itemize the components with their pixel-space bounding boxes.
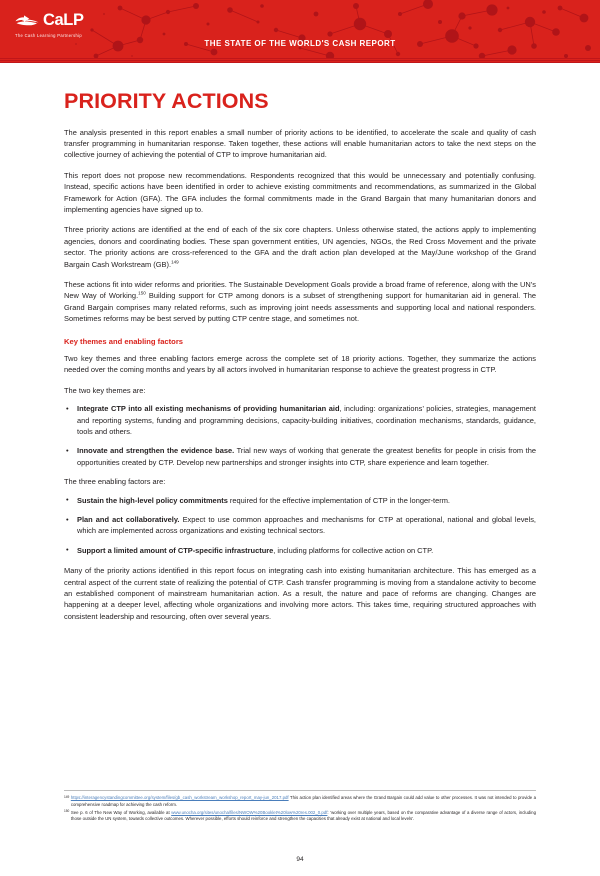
intro-paragraph-1: The analysis presented in this report enables a small number of priority actions to be identified, to accelerate the scale and quality of cash transfer programming in humanitarian response. Taken together, these actions will enable humanitarian actors to take the next steps on the collective journey of achieving the potential of CTP to improve humanitarian aid.: [64, 127, 536, 160]
footnote-text: [71, 795, 536, 808]
page-header-banner: [0, 0, 600, 63]
section-intro-paragraph: Two key themes and three enabling factors emerge across the complete set of 18 priority actions. Together, they summarize the actions needed over the coming months and years by all actors involved in humanitarian response to achieve the greatest progress in CTP.: [64, 353, 536, 375]
logo-tagline: The Cash Learning Partnership: [15, 32, 83, 38]
list-item: [64, 545, 536, 556]
banner-stripes: [0, 58, 600, 63]
enabling-factors-lead-in: The three enabling factors are:: [64, 477, 166, 487]
footnote-prefix: See p. 6 of The New Way of Working, available at: [70, 809, 172, 815]
enabling-factors-list: [64, 495, 536, 557]
section-heading-key-themes: Key themes and enabling factors: [64, 336, 184, 346]
paragraph-4-text-part2: Building support for CTP among donors is a subset of strengthening support for humanitarian aid in general. The Grand Bargain comprises many related reforms, such as improving joint needs assessments and supporting local and national responders. Sometimes reforms may be best served by putting CTP centre stage, and sometimes not.: [64, 291, 536, 324]
footnote-ref-149[interactable]: 149: [171, 259, 179, 265]
footnote-link[interactable]: www.unocha.org/sites/unocha/files/NWOW%20Booklet%20low%20res.002_0.pdf: [171, 809, 328, 815]
logo-wordmark: CaLP: [43, 11, 84, 29]
footnote-number: 149: [64, 795, 70, 800]
footnote-link[interactable]: https://interagencystandingcommittee.org/system/files/gb_cash_workstream_workshop_report_may-jun_2017.pdf: [70, 795, 289, 801]
theme-1-bold: Integrate CTP into all existing mechanisms of providing humanitarian aid: [77, 404, 340, 414]
footnote-text: [71, 810, 536, 823]
factor-1-bold: Sustain the high-level policy commitments: [77, 495, 228, 505]
key-themes-lead-in: The two key themes are:: [64, 385, 146, 395]
theme-1-rest: , including: organizations’ policies, strategies, management and reporting systems, funding and programming decisions, capacity-building initiatives, coordination mechanisms, standards, guidance, tools and others.: [77, 404, 536, 436]
network-pattern-graphic: [0, 0, 600, 63]
footnote-ref-150[interactable]: 150: [138, 290, 146, 296]
footnote-150: [64, 810, 536, 823]
footnote-body: : ‘working over multiple years, based on the comparative advantage of a diverse range of actors, including those outside the UN system, towards collective outcomes. Wherever possible, efforts should reinforce and strengthen the capacities that already exist at national and local levels’.: [70, 809, 536, 822]
intro-paragraph-3: [64, 224, 536, 270]
footnote-149: [64, 795, 536, 808]
list-item: [64, 514, 536, 537]
footnote-body: This action plan identified areas where the Grand Bargain could add value to other processes. It was not intended to provide a comprehensive roadmap for achieving the cash reform.: [70, 795, 536, 807]
factor-1-rest: required for the effective implementation of CTP in the longer-term.: [227, 495, 450, 505]
list-item: [64, 445, 536, 468]
theme-2-bold: Innovate and strengthen the evidence base.: [77, 446, 235, 456]
page-content: [0, 91, 600, 876]
banner-title: THE STATE OF THE WORLD'S CASH REPORT: [204, 39, 396, 48]
list-item: [64, 495, 536, 506]
factor-2-bold: Plan and act collaboratively.: [77, 515, 180, 524]
paragraph-4-text-part1: These actions fit into wider reforms and priorities. The Sustainable Development Goals provide a broad frame of reference, along with the UN’s New Way of Working.: [64, 279, 536, 301]
intro-paragraph-4: [64, 279, 536, 325]
hand-icon: [14, 12, 40, 28]
footnote-number: 150: [64, 809, 70, 814]
list-item: [64, 403, 536, 437]
paragraph-3-text: Three priority actions are identified at the end of each of the six core chapters. Unless otherwise stated, the actions apply to implementing agencies, donors and coordinating bodies. These span government entities, UN agencies, NGOs, the Red Cross Movement and the private sector. The priority actions are cross-referenced to the GFA and the draft action plan developed at the May/June workshop of the Grand Bargain Cash Workstream (GB).: [64, 225, 536, 269]
footnotes-block: [64, 790, 536, 824]
page-number: 94: [296, 856, 304, 863]
factor-2-rest: Expect to use common approaches and mechanisms for CTP at operational, national and global levels, which are implemented across organizations and existing technical sectors.: [77, 515, 537, 536]
intro-paragraph-2: This report does not propose new recommendations. Respondents recognized that this would be unnecessary and potentially confusing. Instead, specific actions have been identified in order to achieve existing commitments and recommendations, as summarized in the Global Framework for Action (GFA). The GFA includes the formal commitments made in the Grand Bargain that many humanitarian donors and implementing agencies have signed up to.: [64, 170, 536, 214]
theme-2-rest: Trial new ways of working that generate the greatest benefits for people in crisis from the opportunities created by CTP. Develop new partnerships and stronger insights into CTP, share experience and learn together.: [77, 446, 536, 467]
factor-3-bold: Support a limited amount of CTP-specific infrastructure: [77, 545, 274, 555]
page-title: PRIORITY ACTIONS: [64, 89, 269, 113]
key-themes-list: [64, 403, 536, 468]
factor-3-rest: , including platforms for collective action on CTP.: [273, 545, 434, 555]
closing-paragraph: Many of the priority actions identified in this report focus on integrating cash into existing humanitarian architecture. This has emerged as a central aspect of the current state of realizing the potential of CTP. Cash transfer programming is moving from a standalone activity to become an established component of mainstream humanitarian action. As a result, the nature and pace of reforms are changing. Changes are happening at a deeper level, affecting whole organizations and involving more actors. This takes time, requiring structured approaches with consistent leadership and resourcing, often over several years.: [64, 566, 536, 621]
calp-logo: [14, 12, 84, 38]
